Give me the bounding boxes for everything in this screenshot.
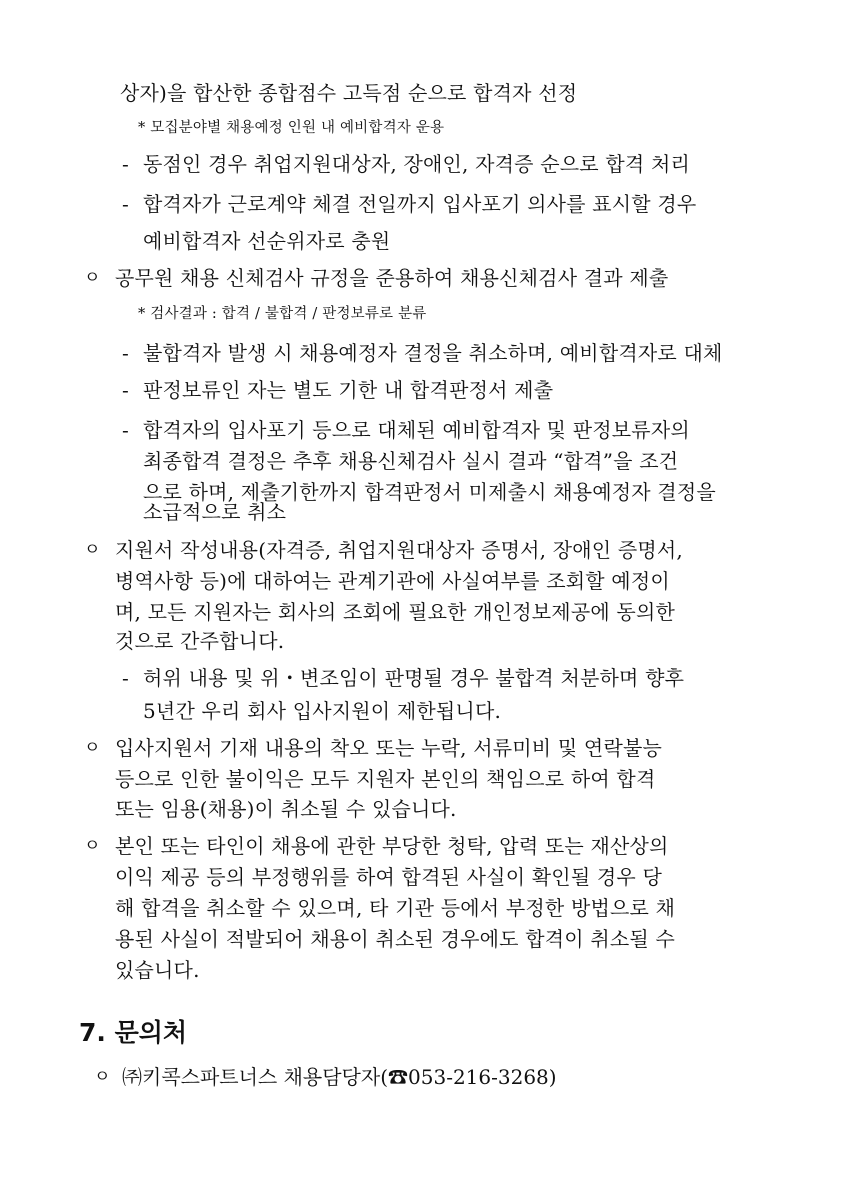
text-line: 불합격자 발생 시 채용예정자 결정을 취소하며, 예비합격자로 대체: [143, 341, 723, 365]
text-line: 입사지원서 기재 내용의 착오 또는 누락, 서류미비 및 연락불능: [115, 736, 663, 760]
section-heading: 7. 문의처: [79, 1018, 188, 1047]
note-line: * 모집분야별 채용예정 인원 내 예비합격자 운용: [138, 120, 445, 136]
text-line: 예비합격자 선순위자로 충원: [143, 229, 391, 253]
dash-marker: -: [122, 152, 129, 176]
bullet-marker: ㅇ: [84, 268, 101, 288]
bullet-marker: ㅇ: [84, 836, 101, 856]
text-line: 것으로 간주합니다.: [115, 629, 285, 653]
text-line: 본인 또는 타인이 채용에 관한 부당한 청탁, 압력 또는 재산상의: [115, 834, 669, 858]
dash-marker: -: [122, 666, 129, 690]
text-line: 동점인 경우 취업지원대상자, 장애인, 자격증 순으로 합격 처리: [143, 152, 691, 176]
text-line: 해 합격을 취소할 수 있으며, 타 기관 등에서 부정한 방법으로 채: [115, 896, 676, 920]
text-line: 합격자가 근로계약 체결 전일까지 입사포기 의사를 표시할 경우: [143, 192, 697, 216]
text-line: 등으로 인한 불이익은 모두 지원자 본인의 책임으로 하여 합격: [115, 767, 656, 791]
contact-paren: (: [380, 1065, 389, 1089]
text-line: 최종합격 결정은 추후 채용신체검사 실시 결과 “합격”을 조건: [143, 449, 679, 473]
bullet-marker: ㅇ: [94, 1067, 111, 1087]
text-line: 또는 임용(채용)이 취소될 수 있습니다.: [115, 797, 457, 821]
contact-phone: 053-216-3268): [408, 1065, 557, 1089]
text-line: 있습니다.: [115, 958, 200, 982]
text-line: 용된 사실이 적발되어 채용이 취소된 경우에도 합격이 취소될 수: [115, 927, 675, 951]
text-line: 5년간 우리 회사 입사지원이 제한됩니다.: [143, 699, 502, 723]
dash-marker: -: [122, 418, 129, 442]
contact-company: ㈜키콕스파트너스 채용담당자: [122, 1065, 381, 1089]
bullet-marker: ㅇ: [84, 738, 101, 758]
text-line: 판정보류인 자는 별도 기한 내 합격판정서 제출: [143, 378, 554, 402]
note-line: * 검사결과 : 합격 / 불합격 / 판정보류로 분류: [138, 306, 427, 322]
dash-marker: -: [122, 341, 129, 365]
text-line: 합격자의 입사포기 등으로 대체된 예비합격자 및 판정보류자의: [143, 418, 690, 442]
dash-marker: -: [122, 378, 129, 402]
text-line: 으로 하며, 제출기한까지 합격판정서 미제출시 채용예정자 결정을: [143, 480, 716, 504]
text-line: 허위 내용 및 위・변조임이 판명될 경우 불합격 처분하며 향후: [143, 666, 685, 690]
text-line: 공무원 채용 신체검사 규정을 준용하여 채용신체검사 결과 제출: [115, 266, 669, 290]
dash-marker: -: [122, 192, 129, 216]
text-line: 소급적으로 취소: [143, 500, 287, 524]
text-line: 지원서 작성내용(자격증, 취업지원대상자 증명서, 장애인 증명서,: [115, 538, 683, 562]
text-line: 병역사항 등)에 대하여는 관계기관에 사실여부를 조회할 예정이: [115, 569, 670, 593]
contact-line: [122, 1065, 557, 1089]
text-line: 며, 모든 지원자는 회사의 조회에 필요한 개인정보제공에 동의한: [115, 600, 675, 624]
text-line: 이익 제공 등의 부정행위를 하여 합격된 사실이 확인될 경우 당: [115, 865, 663, 889]
phone-icon: ☎: [388, 1065, 409, 1089]
bullet-marker: ㅇ: [84, 540, 101, 560]
text-line: 상자)을 합산한 종합점수 고득점 순으로 합격자 선정: [120, 81, 578, 105]
